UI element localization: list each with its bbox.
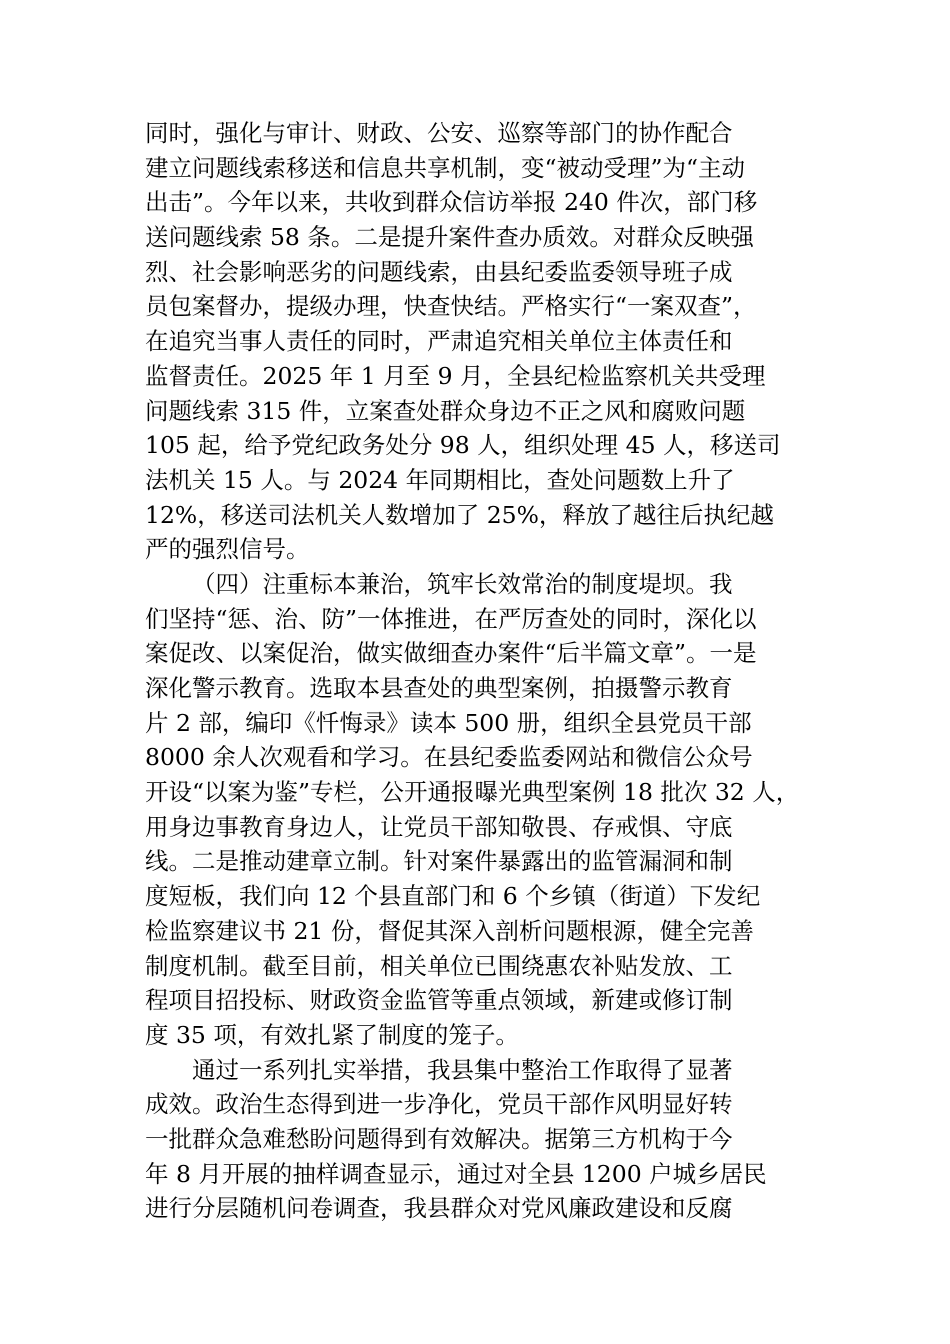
text-line: 进行分层随机问卷调查，我县群众对党风廉政建设和反腐 <box>145 1194 733 1223</box>
text-line: 成效。政治生态得到进一步净化，党员干部作风明显好转 <box>145 1090 733 1119</box>
text-line: 深化警示教育。选取本县查处的典型案例，拍摄警示教育 <box>145 674 733 702</box>
text-line: 法机关 15 人。与 2024 年同期相比，查处问题数上升了 <box>145 465 735 494</box>
text-line: 8000 余人次观看和学习。在县纪委监委网站和微信公众号 <box>145 743 753 772</box>
text-line: 们坚持“惩、治、防”一体推进，在严厉查处的同时，深化以 <box>145 604 757 633</box>
text-line: 程项目招投标、财政资金监管等重点领域，新建或修订制 <box>145 986 733 1015</box>
paragraph-results <box>145 1053 835 1226</box>
section-heading-line: （四）注重标本兼治，筑牢长效常治的制度堤坝。我 <box>192 569 733 598</box>
text-line: 同时，强化与审计、财政、公安、巡察等部门的协作配合 <box>145 119 733 147</box>
text-line: 案促改、以案促治，做实做细查办案件“后半篇文章”。一是 <box>145 639 757 668</box>
text-line: 出击”。今年以来，共收到群众信访举报 240 件次，部门移 <box>145 188 758 217</box>
text-line: 片 2 部，编印《忏悔录》读本 500 册，组织全县党员干部 <box>145 708 752 737</box>
text-line: 制度机制。截至目前，相关单位已围绕惠农补贴发放、工 <box>145 951 733 980</box>
text-line: 一批群众急难愁盼问题得到有效解决。据第三方机构于今 <box>145 1124 733 1153</box>
text-line: 12%，移送司法机关人数增加了 25%，释放了越往后执纪越 <box>145 500 774 529</box>
text-line: 监督责任。2025 年 1 月至 9 月，全县纪检监察机关共受理 <box>145 361 766 390</box>
text-line: 员包案督办，提级办理，快查快结。严格实行“一案双查”， <box>145 292 757 321</box>
document-body <box>145 116 835 1226</box>
text-line: 度 35 项，有效扎紧了制度的笼子。 <box>145 1020 519 1049</box>
text-line: 在追究当事人责任的同时，严肃追究相关单位主体责任和 <box>145 327 733 356</box>
text-line: 通过一系列扎实举措，我县集中整治工作取得了显著 <box>192 1055 733 1084</box>
text-line: 送问题线索 58 条。二是提升案件查办质效。对群众反映强 <box>145 223 754 252</box>
text-line: 用身边事教育身边人，让党员干部知敬畏、存戒惧、守底 <box>145 812 733 841</box>
text-line: 线。二是推动建章立制。针对案件暴露出的监管漏洞和制 <box>145 847 733 876</box>
text-line: 建立问题线索移送和信息共享机制，变“被动受理”为“主动 <box>145 153 746 182</box>
text-line: 105 起，给予党纪政务处分 98 人，组织处理 45 人，移送司 <box>145 431 781 460</box>
text-line: 开设“以案为鉴”专栏，公开通报曝光典型案例 18 批次 32 人， <box>145 778 800 807</box>
paragraph-continuation <box>145 116 835 567</box>
text-line: 问题线索 315 件，立案查处群众身边不正之风和腐败问题 <box>145 396 746 425</box>
text-line: 年 8 月开展的抽样调查显示，通过对全县 1200 户城乡居民 <box>145 1159 767 1188</box>
paragraph-section-four <box>145 567 835 1053</box>
text-line: 严的强烈信号。 <box>145 535 310 564</box>
text-line: 烈、社会影响恶劣的问题线索，由县纪委监委领导班子成 <box>145 257 733 286</box>
text-line: 检监察建议书 21 份，督促其深入剖析问题根源，健全完善 <box>145 916 754 945</box>
text-line: 度短板，我们向 12 个县直部门和 6 个乡镇（街道）下发纪 <box>145 882 761 911</box>
